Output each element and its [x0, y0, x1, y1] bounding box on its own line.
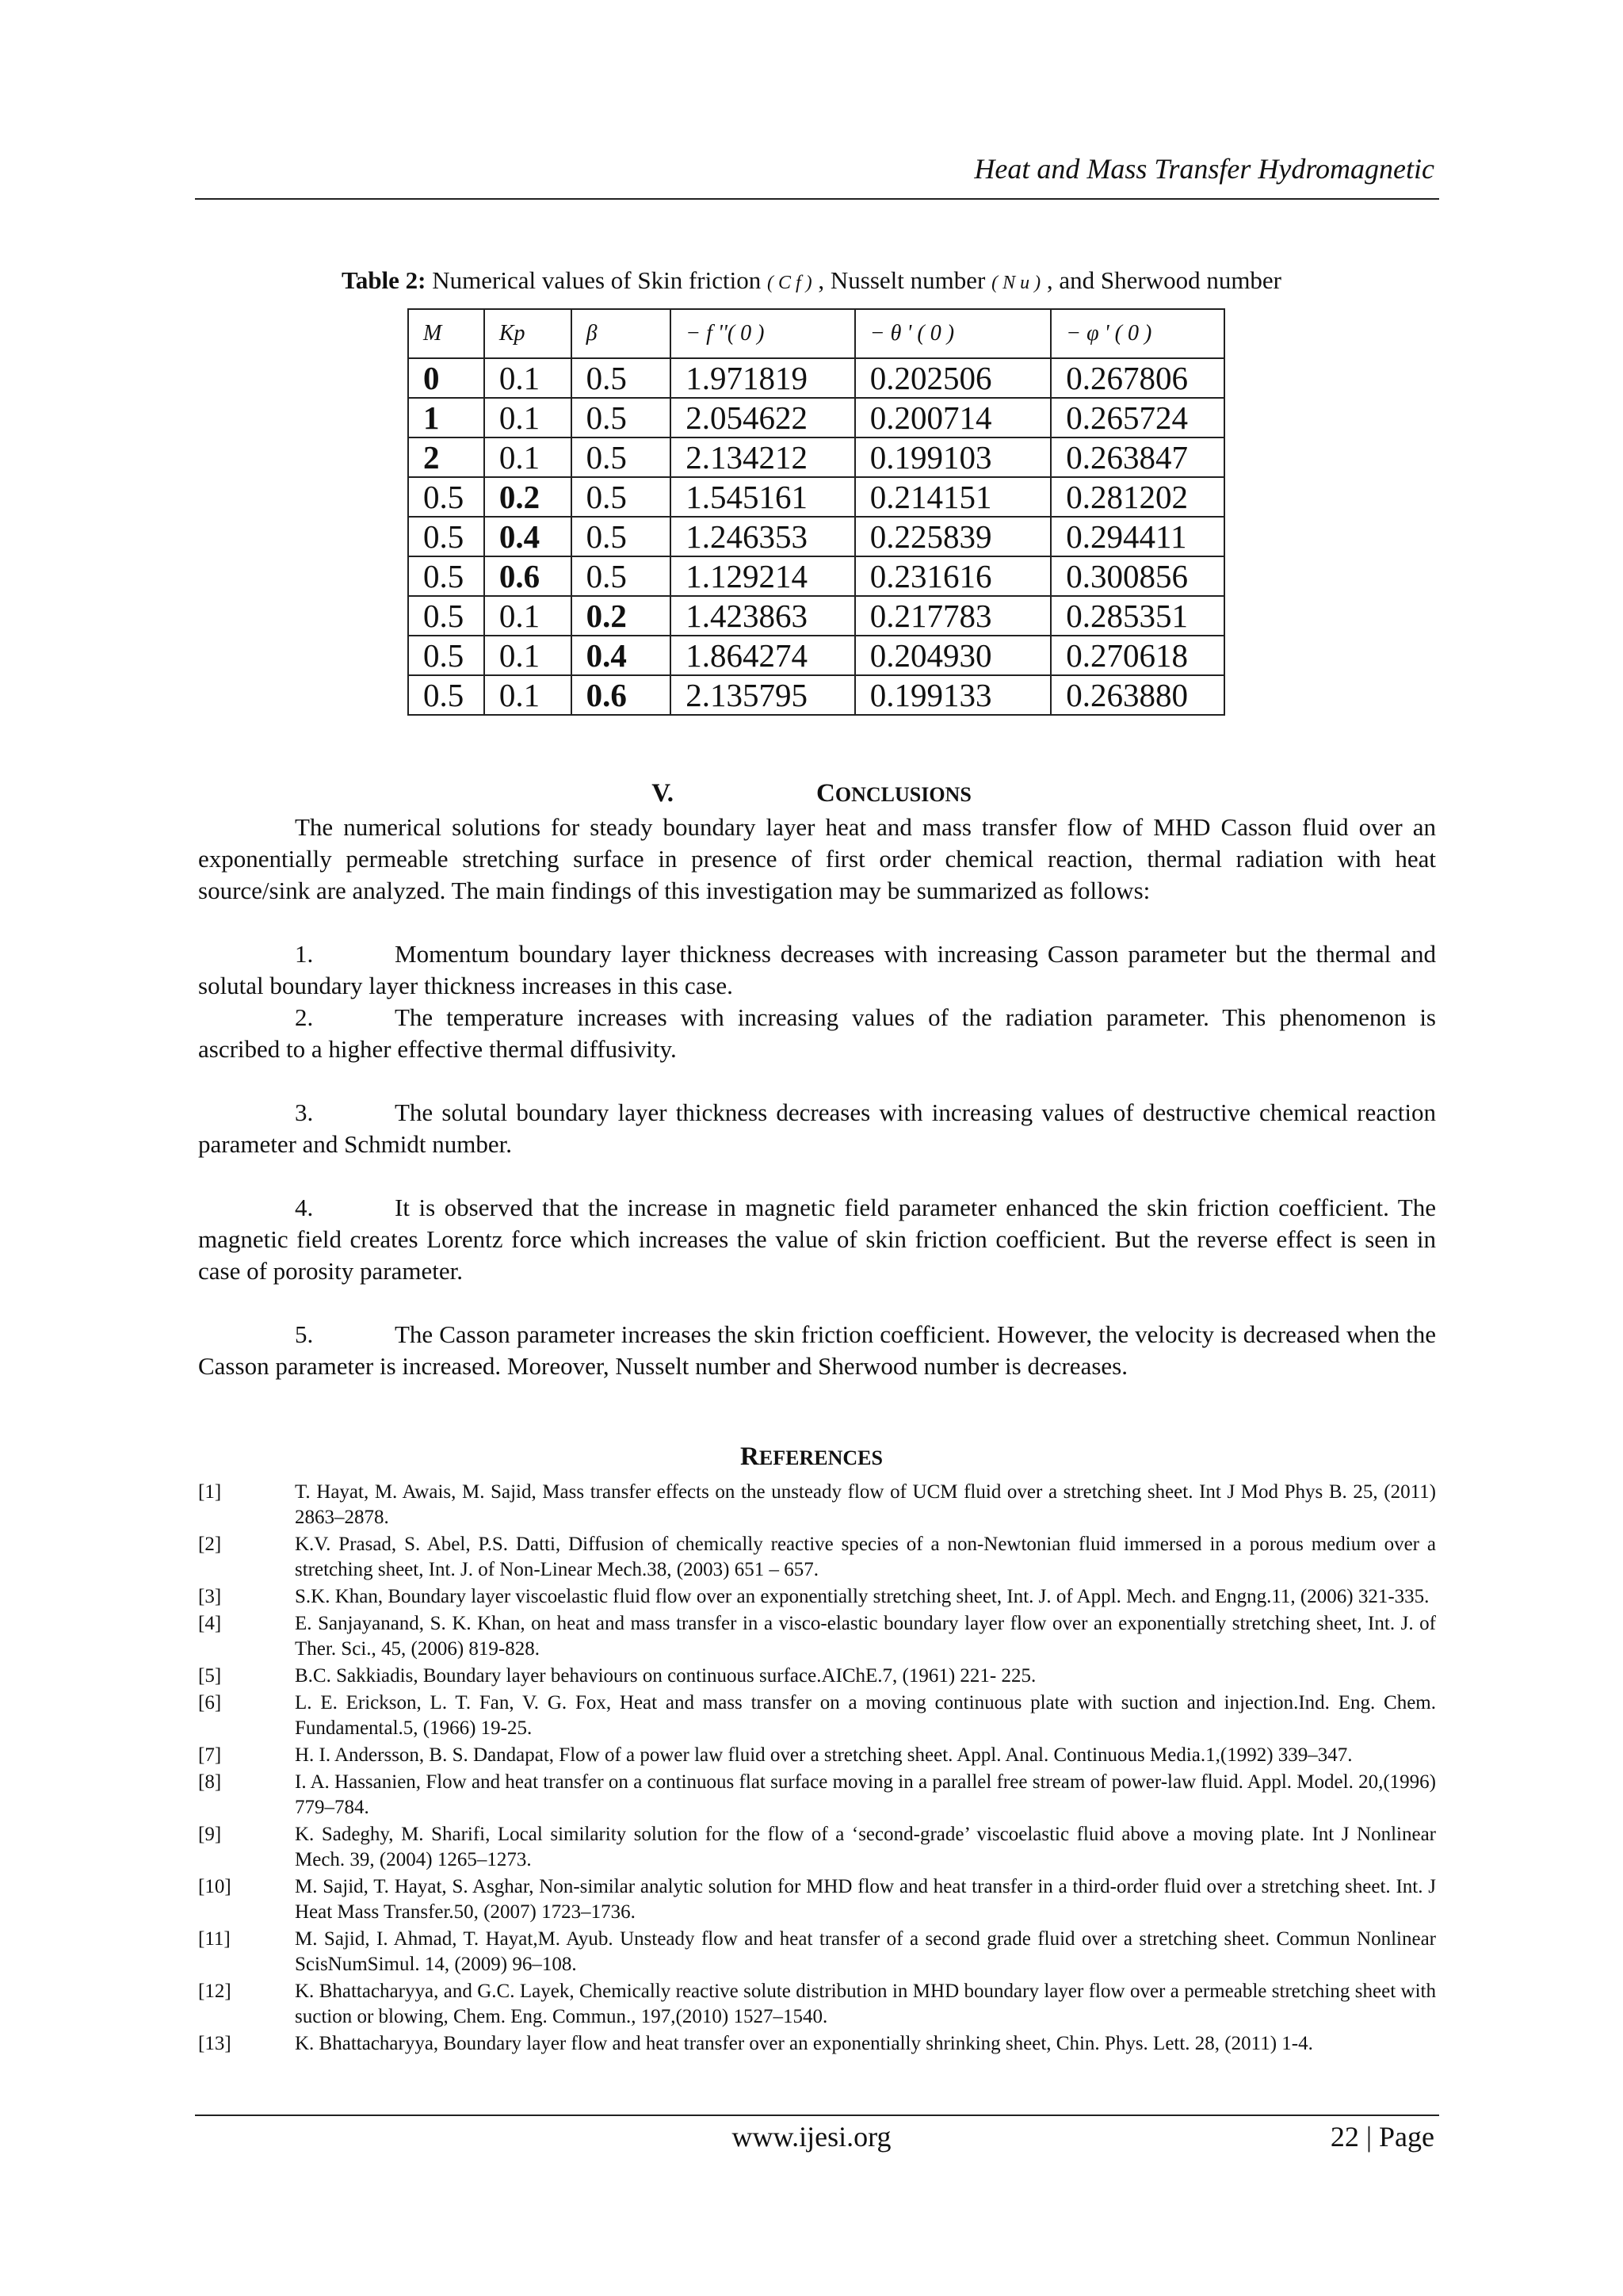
table-cell: 0.1: [484, 358, 571, 398]
conclusion-item-text: The Casson parameter increases the skin friction coefficient. However, the velocity is decreased when the Casson parameter is increased. Moreover, Nusselt number and Sherwood number is decreases.: [198, 1320, 1436, 1380]
table-cell: 2: [408, 437, 484, 477]
running-header: Heat and Mass Transfer Hydromagnetic: [974, 153, 1434, 185]
table-cell: 0.265724: [1051, 398, 1224, 437]
page-number: 22 | Page: [1330, 2121, 1434, 2153]
table-row: [408, 477, 1224, 517]
table-cell: 2.054622: [670, 398, 855, 437]
table-cell: 0.5: [408, 517, 484, 556]
table-cell: 0.1: [484, 675, 571, 715]
table-cell: 1.423863: [670, 596, 855, 636]
reference-item: [198, 1927, 1436, 1977]
reference-item: [198, 1480, 1436, 1530]
reference-item: [198, 1770, 1436, 1820]
reference-item: [198, 1664, 1436, 1689]
table-cell: 1.246353: [670, 517, 855, 556]
table-cell: 0.217783: [855, 596, 1052, 636]
table-cell: 0.5: [571, 556, 671, 596]
table-cell: 0.300856: [1051, 556, 1224, 596]
conclusion-item-text: The solutal boundary layer thickness decreases with increasing values of destructive chemical reaction parameter and Schmidt number.: [198, 1098, 1436, 1158]
column-header: β: [571, 309, 671, 358]
conclusion-item-number: 2.: [295, 1003, 314, 1031]
table-cell: 0.2: [484, 477, 571, 517]
table-cell: 0.199103: [855, 437, 1052, 477]
table-cell: 0.5: [571, 398, 671, 437]
reference-number: [1]: [198, 1481, 222, 1503]
reference-text: M. Sajid, I. Ahmad, T. Hayat,M. Ayub. Unsteady flow and heat transfer of a second grade fluid over a stretching sheet. Commun Nonlinear ScisNumSimul. 14, (2009) 96–108.: [295, 1928, 1436, 1975]
column-header: M: [408, 309, 484, 358]
reference-item: [198, 1690, 1436, 1741]
conclusions-heading: [0, 779, 1623, 808]
table-cell: 0.4: [571, 636, 671, 675]
reference-item: [198, 1822, 1436, 1873]
table-row: [408, 596, 1224, 636]
conclusion-item: [198, 938, 1436, 1002]
table-cell: 0.294411: [1051, 517, 1224, 556]
table-cell: 0.5: [408, 556, 484, 596]
conclusion-item-number: 4.: [295, 1194, 314, 1221]
reference-number: [2]: [198, 1534, 222, 1555]
table-header-row: [408, 309, 1224, 358]
reference-number: [5]: [198, 1665, 222, 1687]
table-cell: 0.204930: [855, 636, 1052, 675]
table-cell: 0.267806: [1051, 358, 1224, 398]
table-cell: 2.134212: [670, 437, 855, 477]
conclusion-item-text: It is observed that the increase in magnetic field parameter enhanced the skin friction coefficient. The magnetic field creates Lorentz force which increases the value of skin friction coefficient. But the reverse effect is seen in case of porosity parameter.: [198, 1194, 1436, 1285]
conclusions-intro: The numerical solutions for steady boundary layer heat and mass transfer flow of MHD Casson fluid over an exponentially permeable stretching surface in presence of first order chemical reaction, thermal radiation with heat source/sink are analyzed. The main findings of this investigation may be summarized as follows:: [198, 813, 1436, 904]
reference-text: M. Sajid, T. Hayat, S. Asghar, Non-similar analytic solution for MHD flow and heat transfer in a third-order fluid over a stretching sheet. Int. J Heat Mass Transfer.50, (2007) 1723–1736.: [295, 1876, 1436, 1923]
table-cell: 0.263847: [1051, 437, 1224, 477]
table-cell: 0.2: [571, 596, 671, 636]
reference-number: [4]: [198, 1613, 222, 1634]
table-cell: 0.1: [484, 596, 571, 636]
caption-text-2: , Nusselt number: [812, 266, 992, 294]
table-cell: 0.5: [571, 477, 671, 517]
footer-rule: [195, 2115, 1439, 2116]
reference-number: [3]: [198, 1586, 222, 1607]
table-cell: 1.971819: [670, 358, 855, 398]
table-row: [408, 437, 1224, 477]
reference-text: K. Bhattacharyya, Boundary layer flow and heat transfer over an exponentially shrinking sheet, Chin. Phys. Lett. 28, (2011) 1-4.: [295, 2033, 1313, 2054]
table-row: [408, 517, 1224, 556]
table-cell: 0.281202: [1051, 477, 1224, 517]
table-cell: 0.4: [484, 517, 571, 556]
conclusion-item: [198, 1002, 1436, 1065]
table-cell: 0.263880: [1051, 675, 1224, 715]
table-cell: 0.6: [571, 675, 671, 715]
reference-text: S.K. Khan, Boundary layer viscoelastic fluid flow over an exponentially stretching sheet, Int. J. of Appl. Mech. and Engng.11, (2006) 321-335.: [295, 1586, 1430, 1607]
table-cell: 0.5: [408, 477, 484, 517]
table-cell: 0.225839: [855, 517, 1052, 556]
reference-number: [10]: [198, 1876, 231, 1897]
column-header: − φ ' ( 0 ): [1051, 309, 1224, 358]
table-cell: 0.214151: [855, 477, 1052, 517]
reference-number: [11]: [198, 1928, 231, 1950]
table-cell: 0.5: [408, 636, 484, 675]
reference-number: [8]: [198, 1771, 222, 1793]
table-cell: 1: [408, 398, 484, 437]
conclusion-item-number: 1.: [295, 940, 314, 968]
table-caption: [0, 266, 1623, 295]
table-cell: 2.135795: [670, 675, 855, 715]
skin-friction-symbol: ( C f ): [766, 273, 812, 293]
caption-text-1: Numerical values of Skin friction: [426, 266, 767, 294]
references-heading-first: R: [740, 1442, 759, 1471]
table-cell: 0: [408, 358, 484, 398]
table-row: [408, 358, 1224, 398]
column-header: − θ ' ( 0 ): [855, 309, 1052, 358]
reference-number: [9]: [198, 1824, 222, 1845]
nusselt-symbol: ( N u ): [991, 273, 1041, 293]
table-cell: 0.1: [484, 636, 571, 675]
reference-item: [198, 1532, 1436, 1583]
table-cell: 0.231616: [855, 556, 1052, 596]
table-cell: 0.199133: [855, 675, 1052, 715]
results-table: [407, 308, 1225, 716]
table-row: [408, 398, 1224, 437]
table-caption-label: Table 2:: [341, 266, 426, 294]
reference-number: [13]: [198, 2033, 231, 2054]
conclusion-item-text: Momentum boundary layer thickness decreases with increasing Casson parameter but the thermal and solutal boundary layer thickness increases in this case.: [198, 940, 1436, 999]
conclusions-heading-num: V.: [651, 779, 674, 808]
conclusion-item-number: 5.: [295, 1320, 314, 1348]
conclusion-item: [198, 1097, 1436, 1160]
table-row: [408, 556, 1224, 596]
table-cell: 0.5: [571, 517, 671, 556]
table-cell: 0.285351: [1051, 596, 1224, 636]
reference-text: T. Hayat, M. Awais, M. Sajid, Mass transfer effects on the unsteady flow of UCM fluid over a stretching sheet. Int J Mod Phys B. 25, (2011) 2863–2878.: [295, 1481, 1436, 1528]
reference-item: [198, 1979, 1436, 2030]
references-heading-rest: EFERENCES: [758, 1446, 883, 1469]
reference-number: [7]: [198, 1744, 222, 1766]
table-cell: 0.6: [484, 556, 571, 596]
table-cell: 0.200714: [855, 398, 1052, 437]
reference-item: [198, 1611, 1436, 1662]
table-cell: 1.545161: [670, 477, 855, 517]
reference-item: [198, 1584, 1436, 1610]
footer-url: www.ijesi.org: [731, 2121, 892, 2153]
table-cell: 0.5: [571, 358, 671, 398]
references-heading: [0, 1442, 1623, 1472]
conclusion-item-number: 3.: [295, 1098, 314, 1126]
table-cell: 0.5: [571, 437, 671, 477]
reference-text: K.V. Prasad, S. Abel, P.S. Datti, Diffusion of chemically reactive species of a non-Newtonian fluid immersed in a porous medium over a stretching sheet, Int. J. of Non-Linear Mech.38, (2003) 651 – 657.: [295, 1534, 1436, 1580]
reference-text: K. Sadeghy, M. Sharifi, Local similarity solution for the flow of a ‘second-grade’ viscoelastic fluid above a moving plate. Int J Nonlinear Mech. 39, (2004) 1265–1273.: [295, 1824, 1436, 1870]
reference-text: B.C. Sakkiadis, Boundary layer behaviours on continuous surface.AIChE.7, (1961) 221- 225.: [295, 1665, 1037, 1687]
reference-text: E. Sanjayanand, S. K. Khan, on heat and mass transfer in a visco-elastic boundary layer flow over an exponentially stretching sheet, Int. J. of Ther. Sci., 45, (2006) 819-828.: [295, 1613, 1436, 1660]
header-rule: [195, 198, 1439, 200]
table-cell: 0.5: [408, 596, 484, 636]
table-cell: 1.129214: [670, 556, 855, 596]
reference-text: K. Bhattacharyya, and G.C. Layek, Chemically reactive solute distribution in MHD boundary layer flow over a permeable stretching sheet with suction or blowing, Chem. Eng. Commun., 197,(2010) 1527–1540.: [295, 1981, 1436, 2027]
table-row: [408, 675, 1224, 715]
reference-number: [6]: [198, 1692, 222, 1713]
conclusions-heading-rest: ONCLUSIONS: [834, 783, 972, 806]
reference-item: [198, 2031, 1436, 2057]
reference-item: [198, 1874, 1436, 1925]
column-header: Kp: [484, 309, 571, 358]
conclusion-item: [198, 1319, 1436, 1382]
table-row: [408, 636, 1224, 675]
reference-list: [198, 1480, 1436, 2058]
conclusion-item: [198, 1192, 1436, 1287]
caption-text-3: , and Sherwood number: [1041, 266, 1282, 294]
reference-text: H. I. Andersson, B. S. Dandapat, Flow of a power law fluid over a stretching sheet. Appl. Anal. Continuous Media.1,(1992) 339–347.: [295, 1744, 1353, 1766]
column-header: − f ''( 0 ): [670, 309, 855, 358]
reference-text: L. E. Erickson, L. T. Fan, V. G. Fox, Heat and mass transfer on a moving continuous plate with suction and injection.Ind. Eng. Chem. Fundamental.5, (1966) 19-25.: [295, 1692, 1436, 1739]
reference-text: I. A. Hassanien, Flow and heat transfer on a continuous flat surface moving in a parallel free stream of power-law fluid. Appl. Model. 20,(1996) 779–784.: [295, 1771, 1436, 1818]
table-cell: 0.1: [484, 437, 571, 477]
table-cell: 0.270618: [1051, 636, 1224, 675]
conclusions-heading-first: C: [816, 779, 835, 808]
reference-item: [198, 1743, 1436, 1768]
reference-number: [12]: [198, 1981, 231, 2002]
table-cell: 0.202506: [855, 358, 1052, 398]
table-cell: 0.1: [484, 398, 571, 437]
conclusion-item-text: The temperature increases with increasing values of the radiation parameter. This phenomenon is ascribed to a higher effective thermal diffusivity.: [198, 1003, 1436, 1063]
table-cell: 0.5: [408, 675, 484, 715]
table-cell: 1.864274: [670, 636, 855, 675]
